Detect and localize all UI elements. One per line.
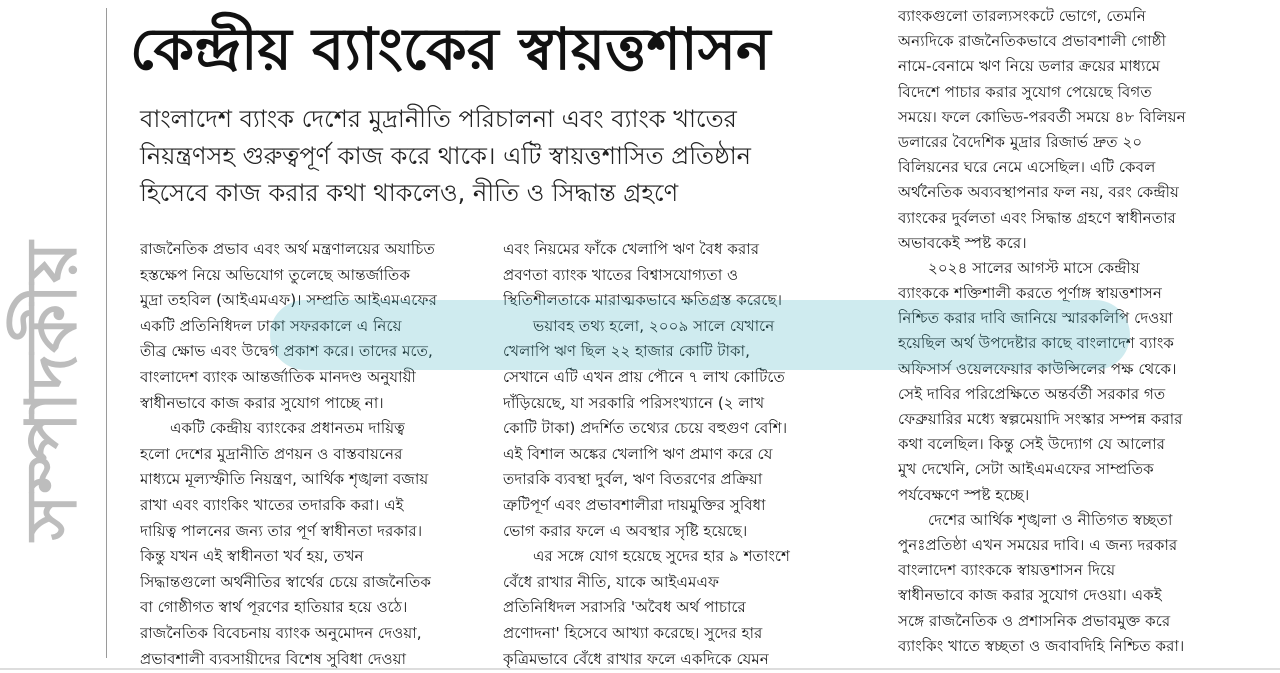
body-text-line: দেশের আর্থিক শৃঙ্খলা ও নীতিগত স্বচ্ছতা <box>928 510 1173 529</box>
body-text-line: ব্যাংকগুলো তারল্যসংকটে ভোগে, তেমনি <box>898 7 1146 25</box>
body-text-line: প্রতিনিধিদল সরাসরি 'অবৈধ অর্থ পাচারে <box>503 598 746 617</box>
body-text-line: অন্যদিকে রাজনৈতিকভাবে প্রভাবশালী গোষ্ঠী <box>898 32 1166 51</box>
body-text-line: এর সঙ্গে যোগ হয়েছে সুদের হার ৯ শতাংশে <box>533 547 790 566</box>
intro-line: বাংলাদেশ ব্যাংক দেশের মুদ্রানীতি পরিচালনা এবং ব্যাংক খাতের <box>140 105 737 133</box>
body-text-line: ভয়াবহ তথ্য হলো, ২০০৯ সালে যেখানে <box>533 316 775 335</box>
text-column-3 <box>898 4 1266 659</box>
body-text-line: মাধ্যমে মূল্যস্ফীতি নিয়ন্ত্রণ, আর্থিক শৃঙ্খলা বজায় <box>140 470 429 489</box>
body-text-line: এবং নিয়মের ফাঁকে খেলাপি ঋণ বৈধ করার <box>503 240 760 258</box>
text-column-1 <box>140 237 485 672</box>
body-text-line: বাংলাদেশ ব্যাংককে স্বায়ত্তশাসন দিয়ে <box>898 561 1116 580</box>
section-label: সম্পাদকীয় <box>10 240 93 540</box>
body-text-line: হস্তক্ষেপ নিয়ে অভিযোগ তুলেছে আন্তর্জাতিক <box>140 265 411 284</box>
body-text-line: দাঁড়িয়েছে, যা সরকারি পরিসংখ্যানে (২ লাখ <box>503 393 765 412</box>
headline: কেন্দ্রীয় ব্যাংকের স্বায়ত্তশাসন <box>130 15 771 83</box>
body-text-line: হয়েছিল অর্থ উপদেষ্টার কাছে বাংলাদেশ ব্যাংক <box>898 334 1175 353</box>
body-text-line: বিদেশে পাচার করার সুযোগ পেয়েছে বিগত <box>898 82 1152 101</box>
body-text-line: কৃত্রিমভাবে বেঁধে রাখার ফলে একদিকে যেমন <box>503 649 769 668</box>
body-text-line: অফিসার্স ওয়েলফেয়ার কাউন্সিলের পক্ষ থেকে। <box>898 359 1177 378</box>
body-text-line: রাজনৈতিক প্রভাব এবং অর্থ মন্ত্রণালয়ের অযাচিত <box>140 240 435 258</box>
body-text-line: ব্যাংকিং খাতে স্বচ্ছতা ও জবাবদিহি নিশ্চিত করা। <box>898 636 1185 655</box>
intro-line: হিসেবে কাজ করার কথা থাকলেও, নীতি ও সিদ্ধান্ত গ্রহণে <box>140 179 679 207</box>
body-text-line: নামে-বেনামে ঋণ নিয়ে ডলার ক্রয়ের মাধ্যমে <box>898 57 1161 76</box>
body-text-line: ব্যাংকের দুর্বলতা এবং সিদ্ধান্ত গ্রহণে স্বাধীনতার <box>898 208 1176 227</box>
body-text-line: ২০২৪ সালের আগস্ট মাসে কেন্দ্রীয় <box>928 258 1140 277</box>
body-text-line: স্থিতিশীলতাকে মারাত্মকভাবে ক্ষতিগ্রস্ত করেছে। <box>503 291 783 310</box>
body-text-line: বেঁধে রাখার নীতি, যাকে আইএমএফ <box>503 572 720 591</box>
body-text-line: সেই দাবির পরিপ্রেক্ষিতে অন্তর্বর্তী সরকার গত <box>898 384 1166 403</box>
column-divider <box>106 8 107 658</box>
body-text-line: সঙ্গে রাজনৈতিক ও প্রশাসনিক প্রভাবমুক্ত করে <box>898 611 1171 630</box>
intro-line: নিয়ন্ত্রণসহ গুরুত্বপূর্ণ কাজ করে থাকে। এটি স্বায়ত্তশাসিত প্রতিষ্ঠান <box>140 142 751 170</box>
body-text-line: ভোগ করার ফলে এ অবস্থার সৃষ্টি হয়েছে। <box>503 521 748 540</box>
text-column-2 <box>503 237 881 672</box>
body-text-line: দায়িত্ব পালনের জন্য তার পূর্ণ স্বাধীনতা দরকার। <box>140 521 423 540</box>
body-text-line: প্রণোদনা' হিসেবে আখ্যা করেছে। সুদের হার <box>503 623 763 642</box>
body-text-line: প্রভাবশালী ব্যবসায়ীদের বিশেষ সুবিধা দেওয়া <box>140 649 407 668</box>
body-text-line: খেলাপি ঋণ ছিল ২২ হাজার কোটি টাকা, <box>503 342 750 361</box>
body-text-line: নিশ্চিত করার দাবি জানিয়ে স্মারকলিপি দেওয়া <box>898 309 1173 328</box>
body-text-line: সময়ে। ফলে কোভিড-পরবর্তী সময়ে ৪৮ বিলিয়ন <box>898 107 1186 126</box>
body-text-line: বাংলাদেশ ব্যাংক আন্তর্জাতিক মানদণ্ড অনুযায়ী <box>140 367 416 386</box>
body-text-line: বিলিয়নের ঘরে নেমে এসেছিল। এটি কেবল <box>898 158 1156 177</box>
body-text-line: স্বাধীনভাবে কাজ করার সুযোগ পাচ্ছে না। <box>140 393 384 412</box>
body-text-line: বা গোষ্ঠীগত স্বার্থ পূরণের হাতিয়ার হয়ে ওঠে। <box>140 598 408 617</box>
body-text-line: এই বিশাল অঙ্কের খেলাপি ঋণ প্রমাণ করে যে <box>503 444 773 463</box>
bottom-divider <box>0 668 1280 670</box>
body-text-line: হলো দেশের মুদ্রানীতি প্রণয়ন ও বাস্তবায়নের <box>140 444 403 463</box>
body-text-line: পুনঃপ্রতিষ্ঠা এখন সময়ের দাবি। এ জন্য দরকার <box>898 535 1178 554</box>
body-text-line: কোটি টাকা) প্রদর্শিত তথ্যের চেয়ে বহুগুণ বেশি। <box>503 419 788 438</box>
body-text-line: মুখ দেখেনি, সেটা আইএমএফের সাম্প্রতিক <box>898 460 1154 479</box>
body-text-line: ব্যাংককে শক্তিশালী করতে পূর্ণাঙ্গ স্বায়ত্তশাসন <box>898 284 1162 303</box>
body-text-line: সেখানে এটি এখন প্রায় পৌনে ৭ লাখ কোটিতে <box>503 367 785 386</box>
body-text-line: তদারকি ব্যবস্থা দুর্বল, ঋণ বিতরণের প্রক্রিয়া <box>503 470 763 489</box>
body-text-line: তীব্র ক্ষোভ এবং উদ্বেগ প্রকাশ করে। তাদের মতে, <box>140 342 433 361</box>
body-text-line: একটি প্রতিনিধিদল ঢাকা সফরকালে এ নিয়ে <box>140 316 402 335</box>
body-text-line: পর্যবেক্ষণে স্পষ্ট হচ্ছে। <box>898 485 1030 504</box>
body-text-line: স্বাধীনভাবে কাজ করার সুযোগ দেওয়া। একই <box>898 586 1162 605</box>
body-text-line: ফেব্রুয়ারির মধ্যে স্বল্পমেয়াদি সংস্কার সম্পন্ন করার <box>898 410 1183 428</box>
intro-paragraph <box>140 101 885 212</box>
body-text-line: রাখা এবং ব্যাংকিং খাতের তদারকি করা। এই <box>140 495 404 514</box>
body-text-line: অভাবকেই স্পষ্ট করে। <box>898 233 1027 252</box>
body-text-line: প্রবণতা ব্যাংক খাতের বিশ্বাসযোগ্যতা ও <box>503 265 739 284</box>
body-text-line: অর্থনৈতিক অব্যবস্থাপনার ফল নয়, বরং কেন্দ্রীয় <box>898 183 1179 202</box>
body-text-line: কিন্তু যখন এই স্বাধীনতা খর্ব হয়, তখন <box>140 547 364 566</box>
body-text-line: কথা বলেছিল। কিন্তু সেই উদ্যোগ যে আলোর <box>898 435 1166 454</box>
body-text-line: একটি কেন্দ্রীয় ব্যাংকের প্রধানতম দায়িত্ব <box>170 419 405 438</box>
body-text-line: ডলারের বৈদেশিক মুদ্রার রিজার্ভ দ্রুত ২০ <box>898 132 1143 151</box>
body-text-line: ত্রুটিপূর্ণ এবং প্রভাবশালীরা দায়মুক্তির সুবিধা <box>503 495 766 514</box>
body-text-line: রাজনৈতিক বিবেচনায় ব্যাংক অনুমোদন দেওয়া, <box>140 623 422 642</box>
body-text-line: সিদ্ধান্তগুলো অর্থনীতির স্বার্থের চেয়ে রাজনৈতিক <box>140 572 431 591</box>
body-text-line: মুদ্রা তহবিল (আইএমএফ)। সম্প্রতি আইএমএফের <box>140 291 437 310</box>
